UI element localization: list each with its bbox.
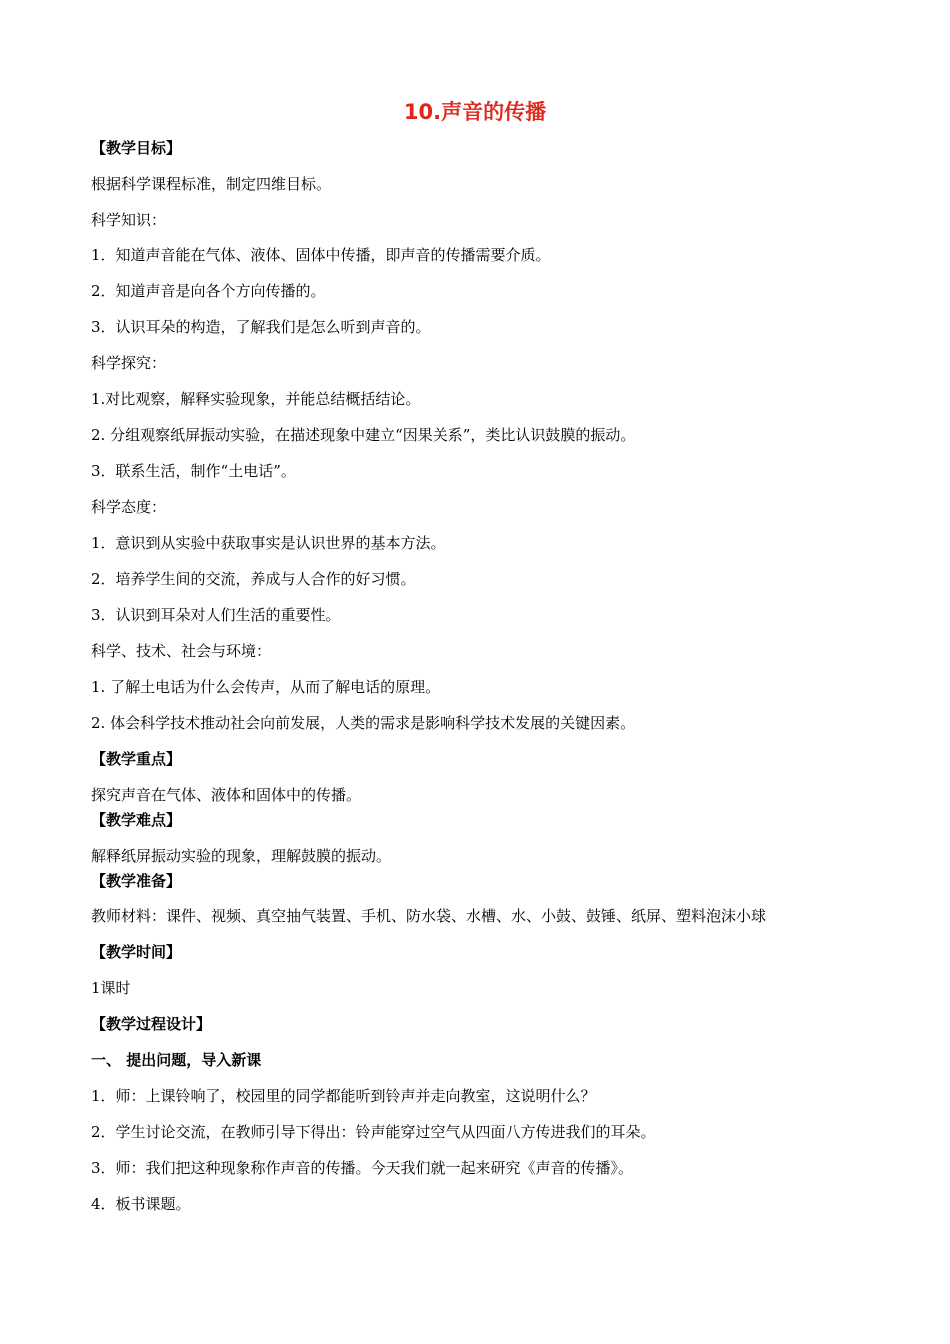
body-text-line: 1课时 <box>91 979 131 997</box>
body-text-line: 科学知识： <box>91 211 167 229</box>
body-text-line: 3．认识耳朵的构造，了解我们是怎么听到声音的。 <box>91 318 431 336</box>
body-text-line: 4．板书课题。 <box>91 1195 191 1213</box>
body-text-line: 2．知道声音是向各个方向传播的。 <box>91 282 326 300</box>
body-text-line: 3．师：我们把这种现象称作声音的传播。今天我们就一起来研究《声音的传播》。 <box>91 1159 634 1177</box>
body-text-line: 根据科学课程标准，制定四维目标。 <box>91 175 332 193</box>
body-text-line: 解释纸屏振动实验的现象，理解鼓膜的振动。 <box>91 847 392 865</box>
body-text-line: 1．意识到从实验中获取事实是认识世界的基本方法。 <box>91 534 446 552</box>
body-text-line: 1．知道声音能在气体、液体、固体中传播，即声音的传播需要介质。 <box>91 246 551 264</box>
section-heading: 【教学时间】 <box>91 943 182 961</box>
section-heading: 【教学重点】 <box>91 750 182 768</box>
body-text-line: 1．师：上课铃响了，校园里的同学都能听到铃声并走向教室，这说明什么？ <box>91 1087 596 1105</box>
body-text-line: 2．学生讨论交流，在教师引导下得出：铃声能穿过空气从四面八方传进我们的耳朵。 <box>91 1123 656 1141</box>
section-heading: 【教学难点】 <box>91 811 182 829</box>
body-text-line: 科学态度： <box>91 498 167 516</box>
body-text-line: 科学、技术、社会与环境： <box>91 642 272 660</box>
body-text-line: 3．认识到耳朵对人们生活的重要性。 <box>91 606 341 624</box>
section-heading: 【教学过程设计】 <box>91 1015 212 1033</box>
body-text-line: 1.对比观察，解释实验现象，并能总结概括结论。 <box>91 390 421 408</box>
body-text-line: 2．培养学生间的交流，养成与人合作的好习惯。 <box>91 570 416 588</box>
page-title: 10.声音的传播 <box>403 100 547 124</box>
body-text-line: 1. 了解土电话为什么会传声，从而了解电话的原理。 <box>91 678 441 696</box>
section-heading: 【教学目标】 <box>91 139 182 157</box>
body-text-line: 3．联系生活，制作“土电话”。 <box>91 462 296 480</box>
section-heading: 一、 提出问题，导入新课 <box>91 1051 262 1069</box>
section-heading: 【教学准备】 <box>91 872 182 890</box>
body-text-line: 科学探究： <box>91 354 167 372</box>
body-text-line: 2. 分组观察纸屏振动实验，在描述现象中建立“因果关系”，类比认识鼓膜的振动。 <box>91 426 636 444</box>
body-text-line: 教师材料：课件、视频、真空抽气装置、手机、防水袋、水槽、水、小鼓、鼓锤、纸屏、塑料泡沫小球 <box>91 907 767 925</box>
body-text-line: 2. 体会科学技术推动社会向前发展，人类的需求是影响科学技术发展的关键因素。 <box>91 714 636 732</box>
body-text-line: 探究声音在气体、液体和固体中的传播。 <box>91 786 362 804</box>
